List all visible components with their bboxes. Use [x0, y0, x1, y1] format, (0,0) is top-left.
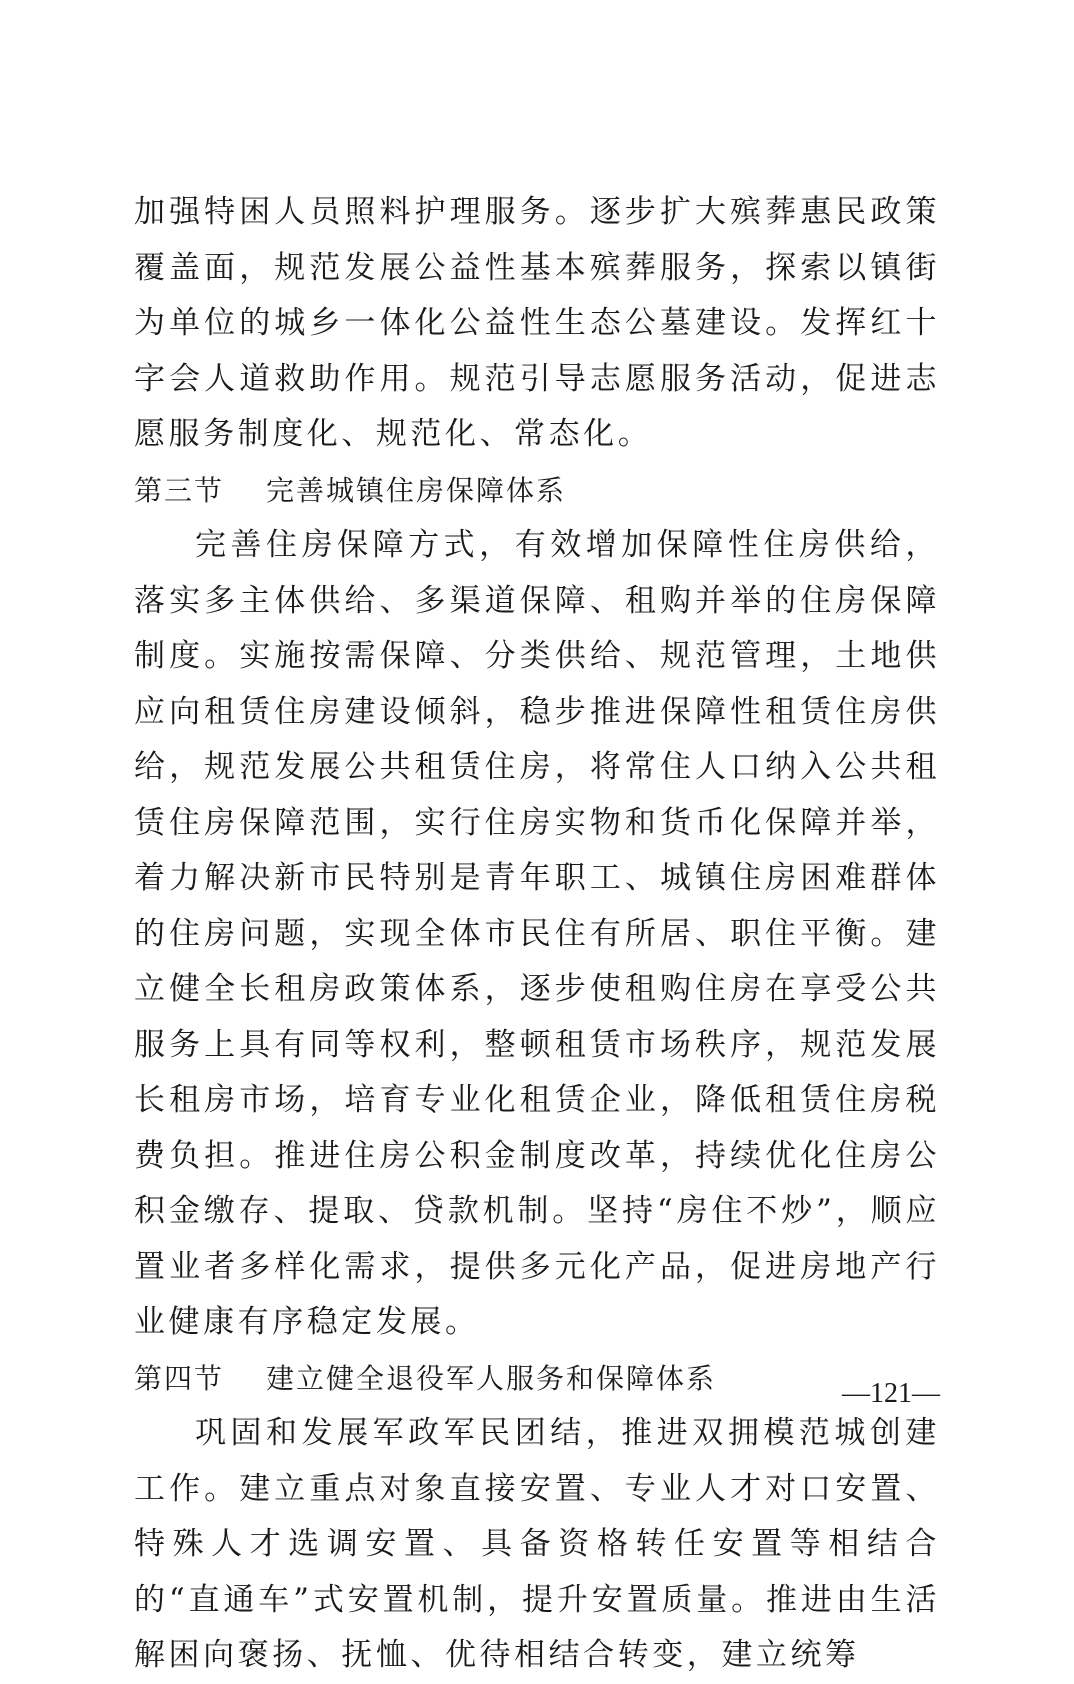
body-text: [134, 185, 940, 1684]
paragraph-2: 完善住房保障方式，有效增加保障性住房供给，落实多主体供给、多渠道保障、租购并举的住房保障制度。实施按需保障、分类供给、规范管理，土地供应向租赁住房建设倾斜，稳步推进保障性租赁住房供给，规范发展公共租赁住房，将常住人口纳入公共租赁住房保障范围，实行住房实物和货币化保障并举，着力解决新市民特别是青年职工、城镇住房困难群体的住房问题，实现全体市民住有所居、职住平衡。建立健全长租房政策体系，逐步使租购住房在享受公共服务上具有同等权利，整顿租赁市场秩序，规范发展长租房市场，培育专业化租赁企业，降低租赁住房税费负担。推进住房公积金制度改革，持续优化住房公积金缴存、提取、贷款机制。坚持“房住不炒”，顺应置业者多样化需求，提供多元化产品，促进房地产行业健康有序稳定发展。: [134, 527, 940, 1340]
paragraph-3: 巩固和发展军政军民团结，推进双拥模范城创建工作。建立重点对象直接安置、专业人才对口安置、特殊人才选调安置、具备资格转任安置等相结合的“直通车”式安置机制，提升安置质量。推进由生活解困向褒扬、抚恤、优待相结合转变，建立统筹: [134, 1415, 940, 1673]
section-title: 建立健全退役军人服务和保障体系: [266, 1361, 717, 1395]
section-number: 第四节: [134, 1361, 225, 1395]
section-title: 完善城镇住房保障体系: [266, 473, 567, 507]
page-number: —121—: [842, 1378, 940, 1409]
section-number: 第三节: [134, 473, 225, 507]
section-heading-4: [134, 1351, 940, 1407]
section-heading-3: [134, 463, 940, 519]
paragraph-1: 加强特困人员照料护理服务。逐步扩大殡葬惠民政策覆盖面，规范发展公益性基本殡葬服务，探索以镇街为单位的城乡一体化公益性生态公墓建设。发挥红十字会人道救助作用。规范引导志愿服务活动，促进志愿服务制度化、规范化、常态化。: [134, 194, 940, 452]
